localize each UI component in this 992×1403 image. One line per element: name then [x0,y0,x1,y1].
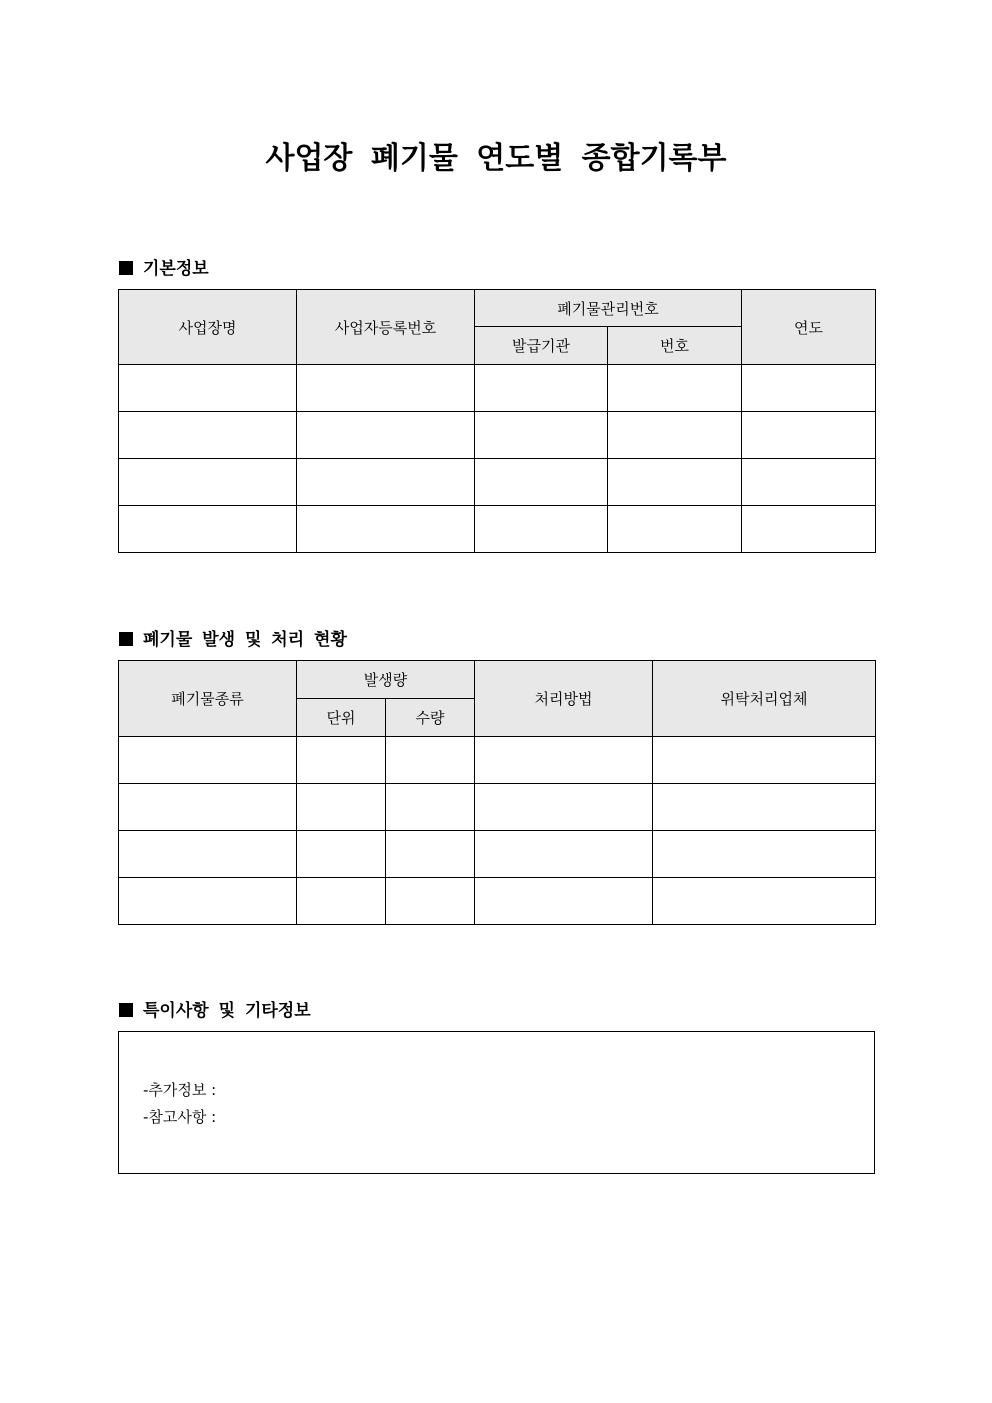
header-treatment-method: 처리방법 [475,661,653,737]
header-issuer: 발급기관 [475,327,608,365]
additional-info-line: -추가정보 : [143,1081,217,1099]
cell[interactable] [475,459,608,506]
cell[interactable] [475,831,653,878]
header-year: 연도 [742,290,876,365]
cell[interactable] [119,737,297,784]
waste-status-table [118,660,876,925]
cell[interactable] [119,506,297,553]
cell[interactable] [653,784,876,831]
square-bullet-icon [119,261,133,275]
section-heading-remarks [119,996,311,1021]
header-registration-number: 사업자등록번호 [297,290,475,365]
table-row [119,412,876,459]
cell[interactable] [297,365,475,412]
header-business-name: 사업장명 [119,290,297,365]
section-heading-text: 특이사항 및 기타정보 [143,1001,311,1021]
cell[interactable] [386,831,475,878]
table-row [119,784,876,831]
cell[interactable] [653,878,876,925]
section-heading-waste-status [119,625,347,650]
cell[interactable] [475,506,608,553]
table-row [119,365,876,412]
cell[interactable] [386,784,475,831]
reference-line: -참고사항 : [143,1108,217,1126]
page-title: 사업장 폐기물 연도별 종합기록부 [265,141,727,176]
cell[interactable] [742,506,876,553]
cell[interactable] [475,878,653,925]
cell[interactable] [119,878,297,925]
table-row [119,737,876,784]
cell[interactable] [119,784,297,831]
cell[interactable] [475,365,608,412]
header-generation-amount: 발생량 [297,661,475,699]
cell[interactable] [475,737,653,784]
cell[interactable] [386,878,475,925]
cell[interactable] [297,737,386,784]
header-unit: 단위 [297,699,386,737]
header-quantity: 수량 [386,699,475,737]
header-waste-type: 폐기물종류 [119,661,297,737]
cell[interactable] [297,878,386,925]
cell[interactable] [475,412,608,459]
cell[interactable] [608,365,742,412]
cell[interactable] [742,459,876,506]
cell[interactable] [297,831,386,878]
section-heading-text: 기본정보 [143,259,209,279]
table-row [119,831,876,878]
square-bullet-icon [119,1003,133,1017]
cell[interactable] [386,737,475,784]
table-row [119,878,876,925]
cell[interactable] [119,459,297,506]
cell[interactable] [475,784,653,831]
cell[interactable] [119,412,297,459]
cell[interactable] [608,506,742,553]
cell[interactable] [119,365,297,412]
cell[interactable] [742,412,876,459]
cell[interactable] [297,412,475,459]
cell[interactable] [608,459,742,506]
cell[interactable] [297,784,386,831]
cell[interactable] [119,831,297,878]
header-number: 번호 [608,327,742,365]
header-contractor: 위탁처리업체 [653,661,876,737]
cell[interactable] [608,412,742,459]
square-bullet-icon [119,632,133,646]
basic-info-table [118,289,876,553]
section-heading-basic-info [119,254,209,279]
cell[interactable] [653,737,876,784]
cell[interactable] [742,365,876,412]
table-row [119,506,876,553]
section-heading-text: 폐기물 발생 및 처리 현황 [143,630,347,650]
remarks-box[interactable] [118,1031,875,1174]
cell[interactable] [297,506,475,553]
cell[interactable] [297,459,475,506]
header-waste-management-number: 폐기물관리번호 [475,290,742,327]
cell[interactable] [653,831,876,878]
table-row [119,459,876,506]
